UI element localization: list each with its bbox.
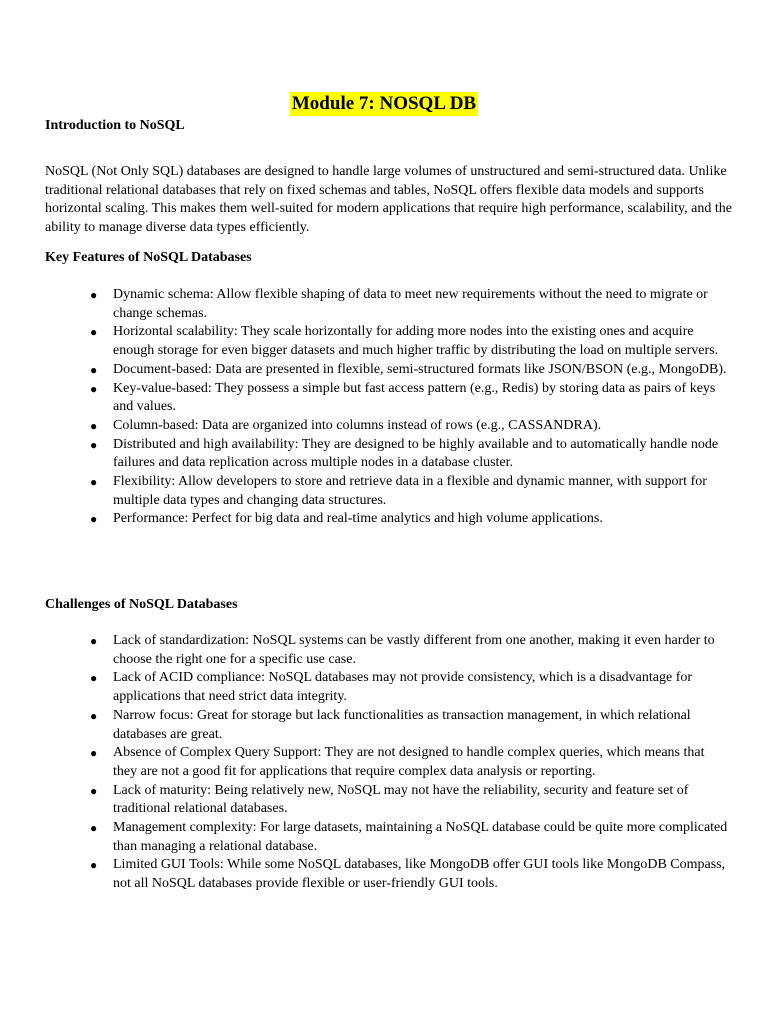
list-item: [0, 744, 768, 781]
list-item-text: Horizontal scalability: They scale horizontally for adding more nodes into the existing ones and acquire enough storage for even bigger datasets and much higher traffic by distributing the load on multiple servers.: [113, 324, 719, 359]
list-item-text: Flexibility: Allow developers to store and retrieve data in a flexible and dynamic manner, with support for multiple data types and changing data structures.: [113, 474, 707, 508]
list-item-text: Distributed and high availability: They are designed to be highly available and to automatically handle node failures and data replication across multiple nodes in a database cluster.: [113, 436, 719, 471]
challenges-heading: Challenges of NoSQL Databases: [45, 597, 238, 612]
list-item: [0, 707, 768, 744]
list-item-text: Narrow focus: Great for storage but lack functionalities as transaction management, in which relational databases are great.: [113, 707, 691, 742]
list-item-text: Lack of ACID compliance: NoSQL databases may not provide consistency, which is a disadvantage for applications that need strict data integrity.: [113, 670, 693, 705]
list-item: [0, 856, 768, 893]
list-item-text: Management complexity: For large datasets, maintaining a NoSQL database could be quite more complicated than managing a relational database.: [113, 820, 728, 854]
bullet-icon: ●: [90, 708, 98, 723]
bullet-icon: ●: [90, 437, 98, 452]
bullet-icon: ●: [90, 362, 98, 377]
bullet-icon: ●: [90, 746, 98, 761]
list-item-text: Document-based: Data are presented in flexible, semi-structured formats like JSON/BSON (e.g., MongoDB).: [113, 361, 727, 377]
list-item: [0, 286, 768, 323]
features-heading: Key Features of NoSQL Databases: [45, 250, 252, 265]
features-list: [0, 286, 768, 529]
list-item-text: Dynamic schema: Allow flexible shaping of data to meet new requirements without the need to migrate or change schemas.: [113, 287, 708, 321]
challenges-list: [0, 632, 768, 894]
bullet-icon: ●: [90, 671, 98, 686]
bullet-icon: ●: [90, 381, 98, 396]
intro-heading: Introduction to NoSQL: [45, 118, 185, 133]
list-item-text: Key-value-based: They possess a simple but fast access pattern (e.g., Redis) by storing data as pairs of keys and values.: [113, 380, 716, 415]
list-item: [0, 669, 768, 706]
bullet-icon: ●: [90, 783, 98, 798]
list-item-text: Performance: Perfect for big data and real-time analytics and high volume applications.: [113, 511, 603, 527]
bullet-icon: ●: [90, 288, 98, 302]
list-item: [0, 782, 768, 819]
list-item: [0, 380, 768, 417]
list-item-text: Lack of maturity: Being relatively new, NoSQL may not have the reliability, security and feature set of traditional relational databases.: [113, 782, 689, 817]
list-item: [0, 473, 768, 510]
list-item: [0, 632, 768, 669]
list-item: [0, 436, 768, 473]
bullet-icon: ●: [90, 821, 98, 836]
bullet-icon: ●: [90, 475, 98, 490]
bullet-icon: ●: [90, 634, 98, 648]
list-item-text: Limited GUI Tools: While some NoSQL databases, like MongoDB offer GUI tools like MongoDB Compass, not all NoSQL databases provide flexible or user-friendly GUI tools.: [113, 857, 726, 892]
list-item-text: Absence of Complex Query Support: They are not designed to handle complex queries, which means that they are not a good fit for applications that require complex data analysis or reporting.: [113, 745, 705, 779]
bullet-icon: ●: [90, 325, 98, 340]
bullet-icon: ●: [90, 512, 98, 527]
list-item: [0, 417, 768, 436]
bullet-icon: ●: [90, 858, 98, 873]
title-container: [0, 92, 768, 116]
bullet-icon: ●: [90, 418, 98, 433]
list-item: [0, 819, 768, 856]
list-item: [0, 510, 768, 529]
intro-paragraph: NoSQL (Not Only SQL) databases are designed to handle large volumes of unstructured and semi-structured data. Unlike traditional relational databases that rely on fixed schemas and tables, NoSQL offers flexible data models and supports horizontal scaling. This makes them well-suited for modern applications that require high performance, scalability, and the ability to manage diverse data types efficiently.: [45, 164, 732, 236]
list-item-text: Lack of standardization: NoSQL systems can be vastly different from one another, making it even harder to choose the right one for a specific use case.: [113, 633, 715, 667]
document-title: Module 7: NOSQL DB: [291, 93, 477, 114]
list-item: [0, 323, 768, 360]
list-item-text: Column-based: Data are organized into columns instead of rows (e.g., CASSANDRA).: [113, 417, 602, 433]
list-item: [0, 361, 768, 380]
